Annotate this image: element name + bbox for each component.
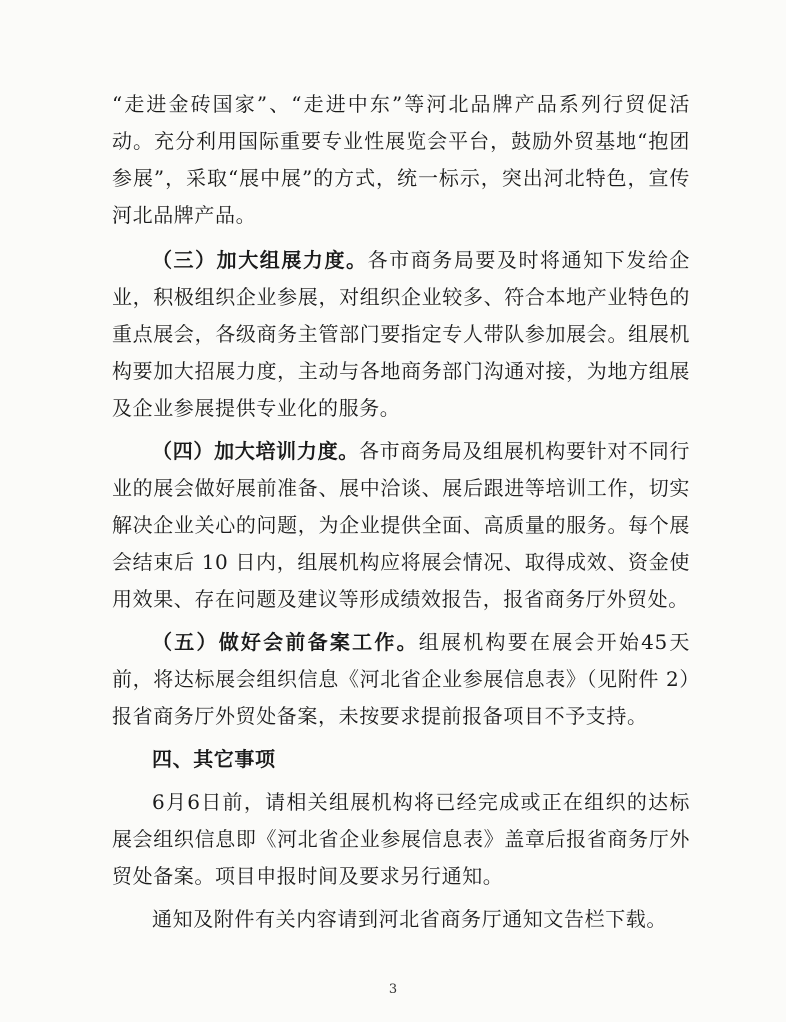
paragraph-text: 通知及附件有关内容请到河北省商务厅通知文告栏下载。	[152, 907, 667, 931]
paragraph-training	[112, 433, 690, 618]
paragraph-continuation	[112, 86, 690, 234]
document-body	[112, 86, 690, 944]
page-number: 3	[388, 982, 398, 997]
paragraph-text: “走进金砖国家”、“走进中东”等河北品牌产品系列行贸促活动。充分利用国际重要专业性展览会平台，鼓励外贸基地“抱团参展”，采取“展中展”的方式，统一标示，突出河北特色，宣传河北品牌产品。	[112, 92, 690, 227]
section-lead-3: （三）加大组展力度。	[152, 248, 368, 272]
paragraph-deadline	[112, 784, 690, 895]
paragraph-download-note	[112, 901, 690, 938]
paragraph-text: 组展机构要在展会开始45天前，将达标展会组织信息《河北省企业参展信息表》（见附件 2）报省商务厅外贸处备案，未按要求提前报备项目不予支持。	[112, 630, 691, 728]
paragraph-text: 6月6日前，请相关组展机构将已经完成或正在组织的达标展会组织信息即《河北省企业参展信息表》盖章后报省商务厅外贸处备案。项目申报时间及要求另行通知。	[112, 790, 690, 888]
section-heading: 四、其它事项	[152, 747, 276, 771]
section-lead-4: （四）加大培训力度。	[152, 439, 359, 463]
paragraph-text: 各市商务局要及时将通知下发给企业，积极组织企业参展，对组织企业较多、符合本地产业特色的重点展会，各级商务主管部门要指定专人带队参加展会。组展机构要加大招展力度，主动与各地商务部门沟通对接，为地方组展及企业参展提供专业化的服务。	[112, 248, 691, 420]
section-lead-5: （五）做好会前备案工作。	[152, 630, 419, 654]
paragraph-text: 各市商务局及组展机构要针对不同行业的展会做好展前准备、展中洽谈、展后跟进等培训工作，切实解决企业关心的问题，为企业提供全面、高质量的服务。每个展会结束后 10 日内，组展机构应将展会情况、取得成效、资金使用效果、存在问题及建议等形成绩效报告，报省商务厅外贸处。	[112, 439, 691, 611]
paragraph-filing	[112, 624, 690, 735]
paragraph-organize-exhibitions	[112, 242, 690, 427]
